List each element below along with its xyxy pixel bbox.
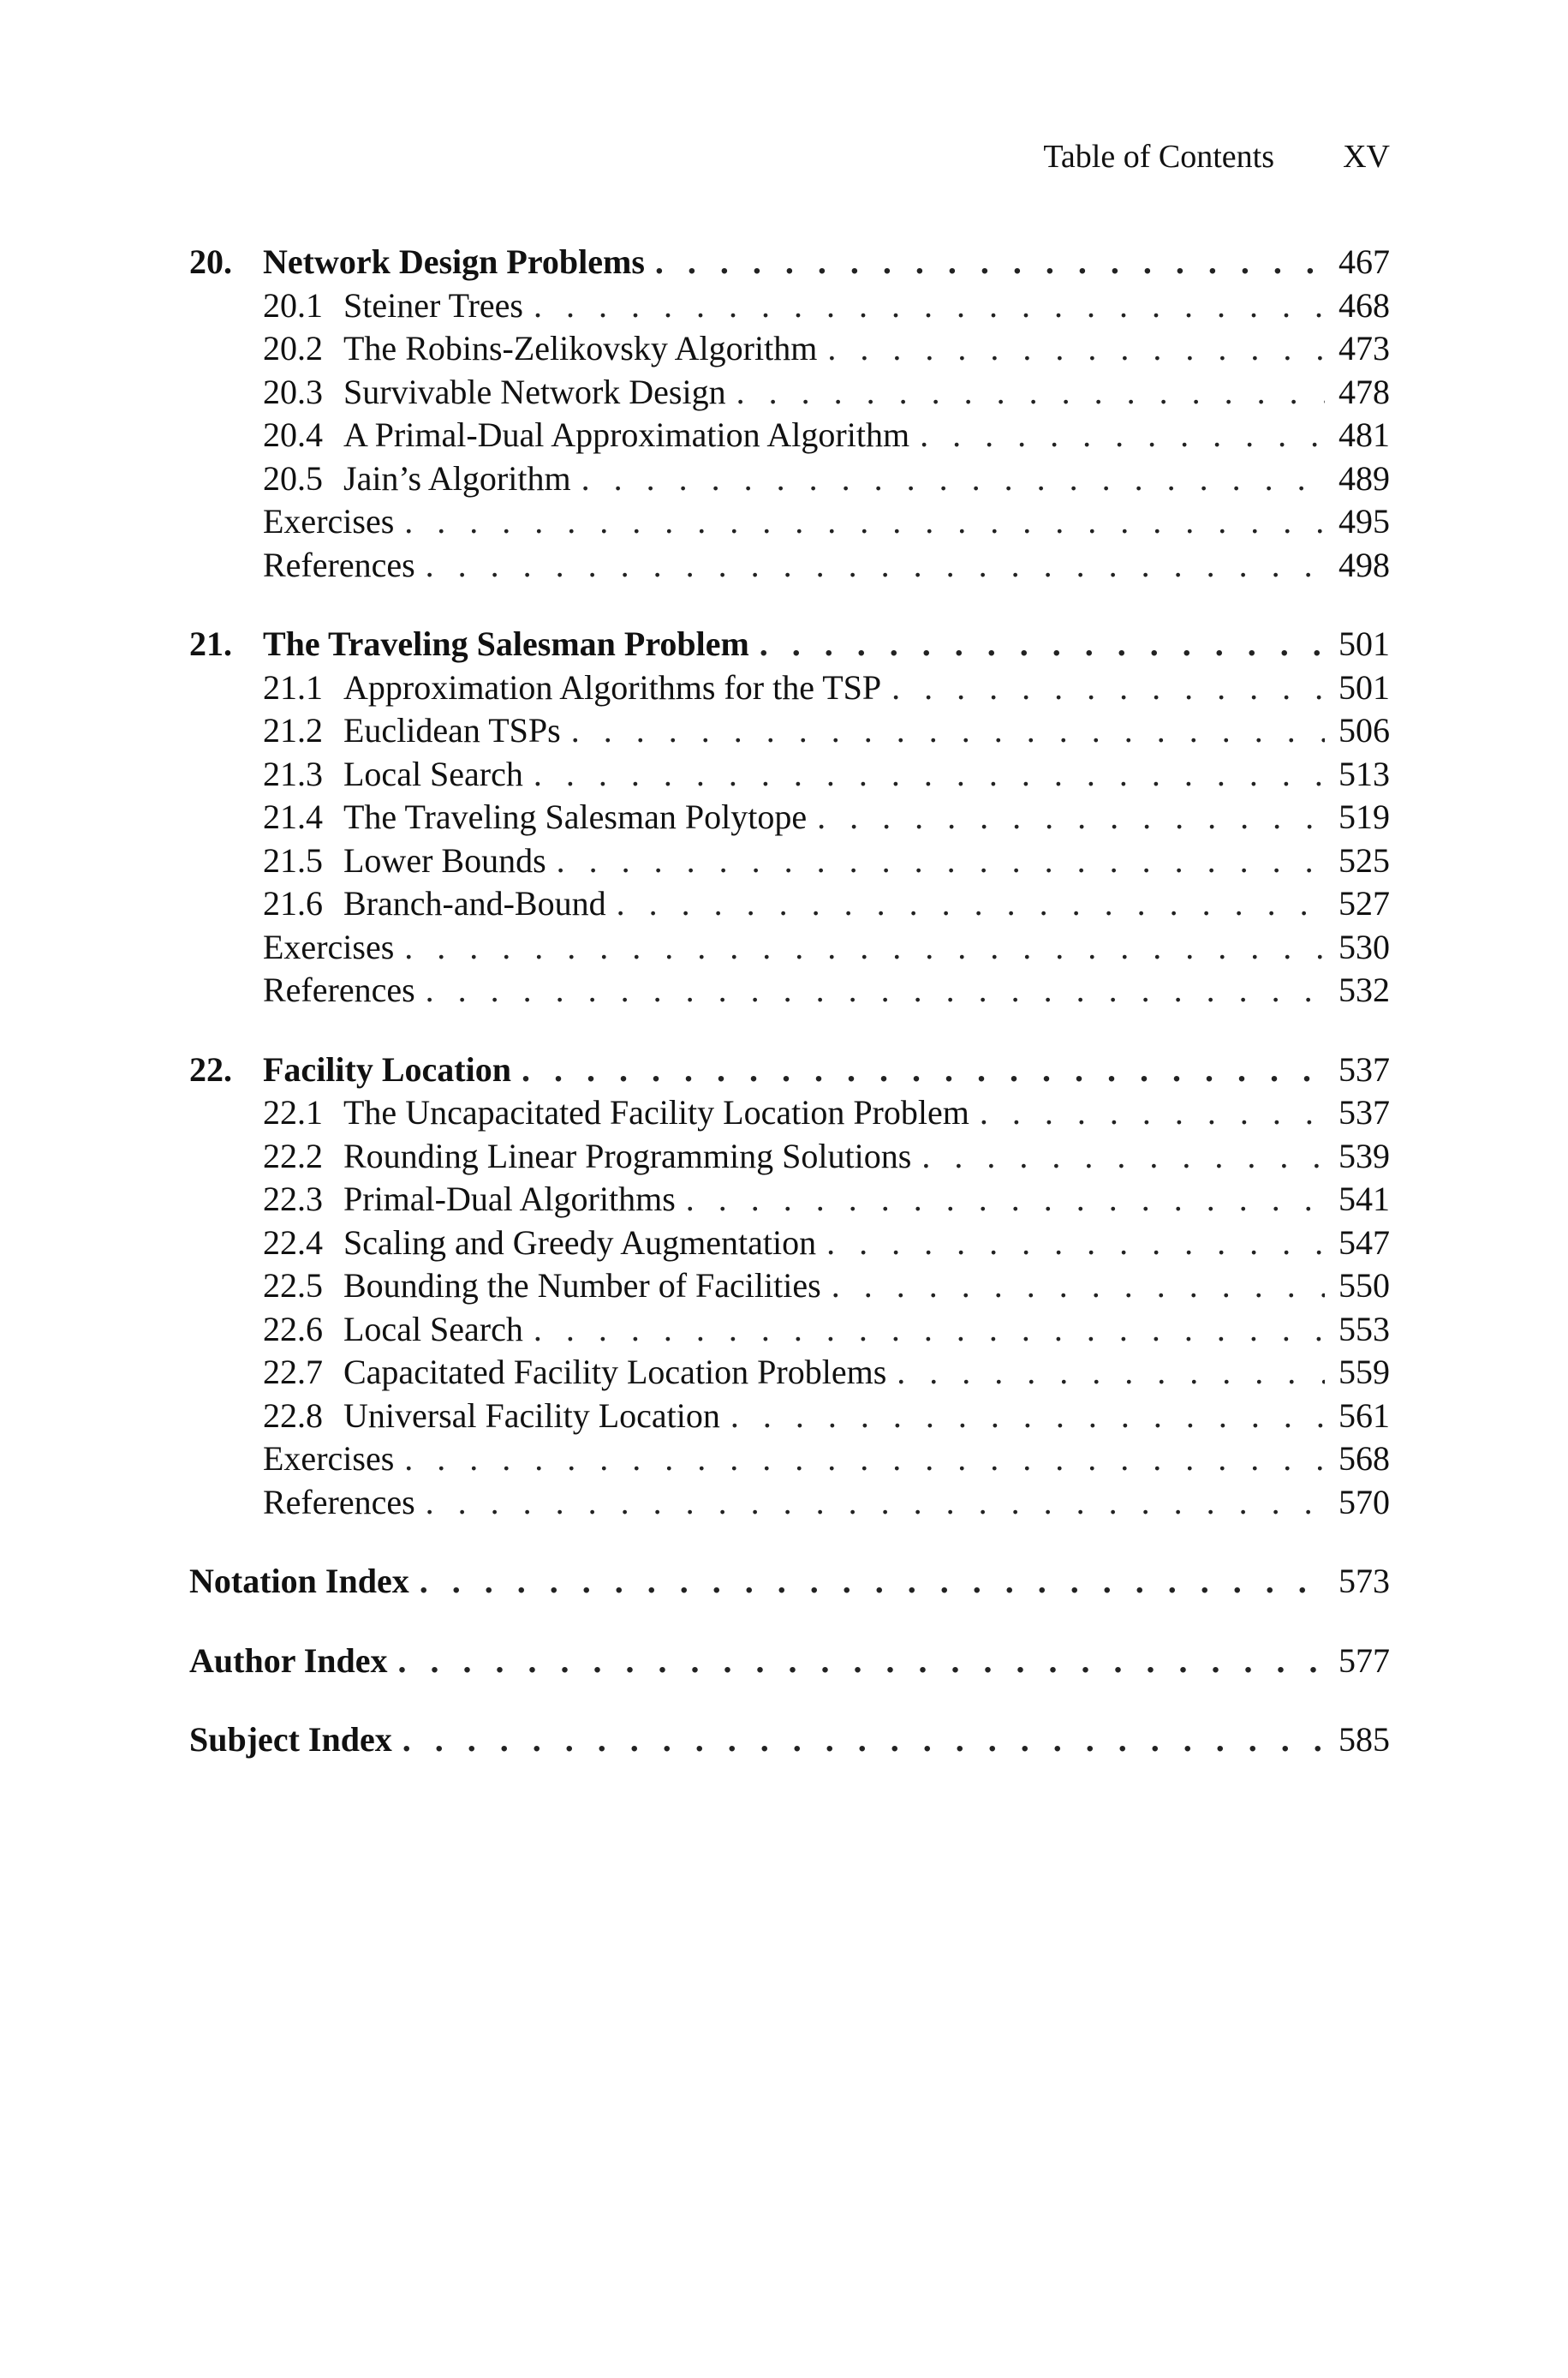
exercises-entry[interactable]: [189, 1437, 1390, 1481]
references-page: 570: [1338, 1482, 1390, 1521]
section-page: 550: [1338, 1266, 1390, 1305]
section-number: 21.6: [263, 884, 323, 923]
section-title: Jain’s Algorithm: [343, 458, 571, 498]
section-entry[interactable]: [189, 1222, 1390, 1265]
subject-index: [189, 1718, 1390, 1762]
section-entry[interactable]: [189, 1264, 1390, 1308]
section-page: 539: [1338, 1136, 1390, 1175]
section-title: The Robins-Zelikovsky Algorithm: [343, 329, 818, 367]
dot-leader: [534, 1308, 1325, 1352]
section-entry[interactable]: [189, 839, 1390, 883]
chapter-title: Network Design Problems: [263, 242, 645, 281]
section-number: 21.1: [263, 667, 323, 707]
section-number: 22.5: [263, 1266, 323, 1305]
section-title: Capacitated Facility Location Problems: [343, 1353, 887, 1391]
index-title: Subject Index: [189, 1720, 392, 1759]
dot-leader: [426, 544, 1325, 588]
exercises-page: 495: [1338, 502, 1390, 541]
section-number: 22.3: [263, 1180, 323, 1218]
running-head-page-number: XV: [1343, 139, 1390, 175]
section-page: 547: [1338, 1222, 1390, 1262]
chapter-heading[interactable]: [189, 1049, 1390, 1092]
dot-leader: [817, 796, 1325, 839]
section-title: Steiner Trees: [343, 285, 523, 325]
dot-leader: [826, 1222, 1325, 1265]
section-number: 21.3: [263, 754, 323, 793]
dot-leader: [581, 457, 1325, 501]
section-number: 20.4: [263, 415, 323, 454]
section-entry[interactable]: [189, 457, 1390, 501]
exercises-title: Exercises: [263, 1439, 395, 1478]
dot-leader: [404, 500, 1325, 544]
chapter-page: 537: [1338, 1049, 1390, 1089]
exercises-page: 530: [1338, 927, 1390, 966]
section-page: 561: [1338, 1395, 1390, 1435]
references-title: References: [263, 545, 415, 584]
exercises-title: Exercises: [263, 927, 395, 966]
section-number: 22.2: [263, 1136, 323, 1175]
author-index: [189, 1640, 1390, 1683]
section-entry[interactable]: [189, 709, 1390, 753]
section-title: Rounding Linear Programming Solutions: [343, 1136, 912, 1175]
section-page: 525: [1338, 840, 1390, 880]
dot-leader: [402, 1718, 1325, 1762]
dot-leader: [686, 1178, 1325, 1222]
chapter-number: 21.: [189, 624, 232, 663]
section-title: The Traveling Salesman Polytope: [343, 798, 808, 836]
dot-leader: [736, 371, 1325, 415]
section-page: 478: [1338, 372, 1390, 411]
index-page: 577: [1338, 1640, 1390, 1680]
section-number: 21.5: [263, 840, 323, 880]
index-entry[interactable]: [189, 1560, 1390, 1604]
section-number: 22.6: [263, 1309, 323, 1348]
section-title: The Uncapacitated Facility Location Problem: [343, 1093, 969, 1132]
section-page: 553: [1338, 1309, 1390, 1348]
section-entry[interactable]: [189, 327, 1390, 371]
chapter-heading[interactable]: [189, 241, 1390, 284]
section-title: Survivable Network Design: [343, 372, 726, 411]
dot-leader: [426, 1481, 1325, 1525]
section-title: Euclidean TSPs: [343, 711, 561, 750]
section-title: Approximation Algorithms for the TSP: [343, 667, 882, 707]
dot-leader: [404, 1437, 1325, 1481]
chapter-number: 20.: [189, 242, 232, 281]
dot-leader: [655, 241, 1325, 284]
dot-leader: [730, 1395, 1325, 1438]
dot-leader: [420, 1560, 1325, 1604]
index-page: 585: [1338, 1720, 1390, 1759]
dot-leader: [426, 969, 1325, 1013]
table-of-contents: [189, 241, 1390, 1798]
dot-leader: [921, 1135, 1325, 1179]
section-title: Branch-and-Bound: [343, 884, 606, 923]
dot-leader: [522, 1049, 1325, 1092]
section-entry[interactable]: [189, 882, 1390, 926]
section-entry[interactable]: [189, 1395, 1390, 1438]
running-head-title: Table of Contents: [1043, 139, 1274, 175]
section-page: 527: [1338, 884, 1390, 923]
section-page: 541: [1338, 1180, 1390, 1218]
section-page: 489: [1338, 458, 1390, 498]
references-page: 532: [1338, 971, 1390, 1009]
section-title: Primal-Dual Algorithms: [343, 1180, 676, 1218]
section-entry[interactable]: [189, 753, 1390, 797]
chapter-number: 22.: [189, 1049, 232, 1089]
index-title: Author Index: [189, 1640, 388, 1680]
dot-leader: [571, 709, 1325, 753]
dot-leader: [827, 327, 1325, 371]
section-entry[interactable]: [189, 284, 1390, 328]
section-entry[interactable]: [189, 666, 1390, 710]
section-title: A Primal-Dual Approximation Algorithm: [343, 415, 910, 454]
dot-leader: [980, 1091, 1325, 1135]
dot-leader: [534, 753, 1325, 797]
references-title: References: [263, 1482, 415, 1521]
dot-leader: [832, 1264, 1325, 1308]
section-number: 20.5: [263, 458, 323, 498]
dot-leader: [398, 1640, 1325, 1683]
chapter-page: 467: [1338, 242, 1390, 281]
section-number: 21.4: [263, 798, 323, 836]
index-page: 573: [1338, 1562, 1390, 1600]
section-title: Bounding the Number of Facilities: [343, 1266, 821, 1305]
dot-leader: [760, 623, 1325, 666]
chapter-22: [189, 1049, 1390, 1525]
dot-leader: [534, 284, 1325, 328]
section-number: 22.7: [263, 1353, 323, 1391]
exercises-entry[interactable]: [189, 926, 1390, 970]
dot-leader: [897, 1351, 1325, 1395]
section-number: 20.3: [263, 372, 323, 411]
section-page: 473: [1338, 329, 1390, 367]
section-number: 20.2: [263, 329, 323, 367]
section-title: Lower Bounds: [343, 840, 546, 880]
section-entry[interactable]: [189, 1351, 1390, 1395]
chapter-title: The Traveling Salesman Problem: [263, 624, 749, 663]
exercises-page: 568: [1338, 1439, 1390, 1478]
references-entry[interactable]: [189, 1481, 1390, 1525]
section-page: 513: [1338, 754, 1390, 793]
chapter-page: 501: [1338, 624, 1390, 663]
section-title: Scaling and Greedy Augmentation: [343, 1222, 817, 1262]
chapter-20: [189, 241, 1390, 587]
section-entry[interactable]: [189, 371, 1390, 415]
dot-leader: [557, 839, 1325, 883]
index-entry[interactable]: [189, 1718, 1390, 1762]
section-page: 537: [1338, 1093, 1390, 1132]
section-title: Local Search: [343, 754, 523, 793]
references-entry[interactable]: [189, 544, 1390, 588]
chapter-21: [189, 623, 1390, 1013]
chapter-title: Facility Location: [263, 1049, 511, 1089]
dot-leader: [617, 882, 1325, 926]
running-head: [189, 135, 1390, 178]
dot-leader: [920, 414, 1325, 457]
section-page: 559: [1338, 1353, 1390, 1391]
exercises-title: Exercises: [263, 502, 395, 541]
notation-index: [189, 1560, 1390, 1604]
section-page: 506: [1338, 711, 1390, 750]
section-page: 481: [1338, 415, 1390, 454]
section-number: 20.1: [263, 285, 323, 325]
section-page: 501: [1338, 667, 1390, 707]
references-page: 498: [1338, 545, 1390, 584]
section-entry[interactable]: [189, 414, 1390, 457]
section-page: 468: [1338, 285, 1390, 325]
dot-leader: [404, 926, 1325, 970]
index-title: Notation Index: [189, 1562, 409, 1600]
exercises-entry[interactable]: [189, 500, 1390, 544]
section-number: 22.1: [263, 1093, 323, 1132]
section-number: 22.8: [263, 1395, 323, 1435]
section-entry[interactable]: [189, 1091, 1390, 1135]
references-title: References: [263, 971, 415, 1009]
section-entry[interactable]: [189, 1135, 1390, 1179]
section-number: 21.2: [263, 711, 323, 750]
section-title: Universal Facility Location: [343, 1395, 720, 1435]
section-number: 22.4: [263, 1222, 323, 1262]
dot-leader: [891, 666, 1325, 710]
index-entry[interactable]: [189, 1640, 1390, 1683]
references-entry[interactable]: [189, 969, 1390, 1013]
chapter-heading[interactable]: [189, 623, 1390, 666]
section-entry[interactable]: [189, 1178, 1390, 1222]
section-title: Local Search: [343, 1309, 523, 1348]
section-page: 519: [1338, 798, 1390, 836]
section-entry[interactable]: [189, 1308, 1390, 1352]
section-entry[interactable]: [189, 796, 1390, 839]
